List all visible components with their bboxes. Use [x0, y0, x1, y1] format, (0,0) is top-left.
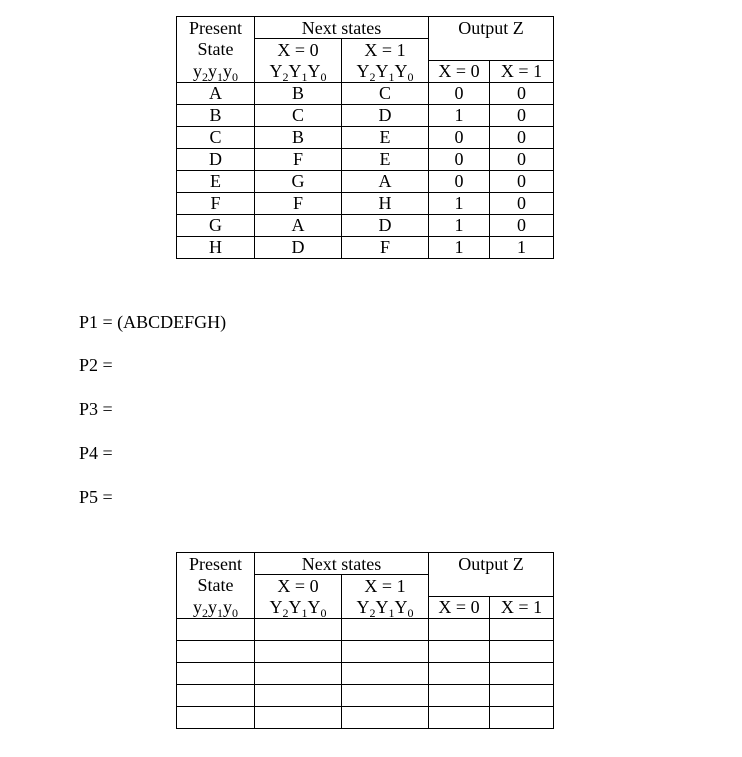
- cell-z-x0: 1: [429, 104, 490, 126]
- header-present: Present: [177, 17, 255, 39]
- state-table-empty: [176, 552, 554, 729]
- cell-next-x0: B: [255, 82, 342, 104]
- cell-state: F: [177, 192, 255, 214]
- table-row: [177, 170, 554, 192]
- cell-next-x1: E: [342, 126, 429, 148]
- cell-next-x0[interactable]: [255, 640, 342, 662]
- cell-z-x1: 0: [490, 192, 554, 214]
- header-present: Present: [177, 553, 255, 575]
- cell-z-x1[interactable]: [490, 618, 554, 640]
- cell-z-x1: 1: [490, 236, 554, 258]
- cell-z-x1[interactable]: [490, 684, 554, 706]
- header-x1: X = 1: [342, 39, 429, 61]
- cell-z-x1[interactable]: [490, 640, 554, 662]
- header-z-x1: X = 1: [490, 60, 554, 82]
- table-row-empty: [177, 662, 554, 684]
- cell-next-x0[interactable]: [255, 706, 342, 728]
- cell-state: D: [177, 148, 255, 170]
- cell-next-x0: B: [255, 126, 342, 148]
- table-row: [177, 126, 554, 148]
- cell-state: A: [177, 82, 255, 104]
- header-next-states: Next states: [255, 553, 429, 575]
- cell-next-x1: C: [342, 82, 429, 104]
- cell-next-x0: C: [255, 104, 342, 126]
- cell-z-x0: 0: [429, 170, 490, 192]
- cell-z-x1: 0: [490, 104, 554, 126]
- table-row: [177, 104, 554, 126]
- header-present-vars: $y_2y_1y_0$: [177, 596, 255, 618]
- table-row: [177, 82, 554, 104]
- header-output-spacer: [429, 39, 554, 61]
- cell-next-x1: D: [342, 104, 429, 126]
- cell-next-x0[interactable]: [255, 618, 342, 640]
- cell-next-x0: D: [255, 236, 342, 258]
- cell-z-x1: 0: [490, 170, 554, 192]
- header-z-x1: X = 1: [490, 596, 554, 618]
- cell-z-x1: 0: [490, 148, 554, 170]
- header-state: State: [177, 39, 255, 61]
- cell-next-x0: G: [255, 170, 342, 192]
- header-present-vars: $y_2y_1y_0$: [177, 60, 255, 82]
- table-row: [177, 214, 554, 236]
- cell-next-x1: H: [342, 192, 429, 214]
- cell-state: E: [177, 170, 255, 192]
- table-row-empty: [177, 706, 554, 728]
- cell-next-x1: A: [342, 170, 429, 192]
- cell-z-x0: 1: [429, 236, 490, 258]
- cell-z-x0: 0: [429, 82, 490, 104]
- table-row-empty: [177, 640, 554, 662]
- cell-next-x1[interactable]: [342, 640, 429, 662]
- cell-z-x0: 0: [429, 148, 490, 170]
- header-output: Output Z: [429, 17, 554, 39]
- cell-state: B: [177, 104, 255, 126]
- header-output-spacer: [429, 575, 554, 597]
- cell-state: C: [177, 126, 255, 148]
- cell-z-x1: 0: [490, 126, 554, 148]
- cell-next-x1[interactable]: [342, 706, 429, 728]
- cell-state[interactable]: [177, 706, 255, 728]
- cell-z-x0[interactable]: [429, 618, 490, 640]
- cell-state[interactable]: [177, 684, 255, 706]
- cell-next-x1[interactable]: [342, 618, 429, 640]
- cell-z-x1[interactable]: [490, 706, 554, 728]
- header-next-vars-x1: $Y_2Y_1Y_0$: [342, 596, 429, 618]
- cell-state: G: [177, 214, 255, 236]
- cell-z-x0: 0: [429, 126, 490, 148]
- cell-next-x0: A: [255, 214, 342, 236]
- cell-next-x0[interactable]: [255, 662, 342, 684]
- cell-state[interactable]: [177, 640, 255, 662]
- cell-z-x0[interactable]: [429, 684, 490, 706]
- partition-p4: P4 =: [79, 443, 113, 463]
- cell-z-x0[interactable]: [429, 640, 490, 662]
- table-row: [177, 148, 554, 170]
- table-row: [177, 192, 554, 214]
- partition-p2: P2 =: [79, 355, 113, 375]
- partition-p1: P1 = (ABCDEFGH): [79, 312, 227, 332]
- table-row-empty: [177, 618, 554, 640]
- cell-next-x1: D: [342, 214, 429, 236]
- cell-next-x0: F: [255, 148, 342, 170]
- header-state: State: [177, 575, 255, 597]
- cell-state: H: [177, 236, 255, 258]
- cell-next-x0: F: [255, 192, 342, 214]
- cell-z-x0[interactable]: [429, 706, 490, 728]
- header-next-vars-x0: $Y_2Y_1Y_0$: [255, 60, 342, 82]
- cell-state[interactable]: [177, 618, 255, 640]
- cell-next-x1[interactable]: [342, 662, 429, 684]
- partition-p3: P3 =: [79, 399, 113, 419]
- cell-next-x1[interactable]: [342, 684, 429, 706]
- state-table-filled: [176, 16, 554, 259]
- cell-z-x0: 1: [429, 192, 490, 214]
- cell-state[interactable]: [177, 662, 255, 684]
- cell-next-x1: E: [342, 148, 429, 170]
- table-row: [177, 236, 554, 258]
- cell-z-x1: 0: [490, 82, 554, 104]
- cell-next-x1: F: [342, 236, 429, 258]
- header-x0: X = 0: [255, 39, 342, 61]
- table-row-empty: [177, 684, 554, 706]
- header-output: Output Z: [429, 553, 554, 575]
- header-x0: X = 0: [255, 575, 342, 597]
- cell-z-x0: 1: [429, 214, 490, 236]
- header-z-x0: X = 0: [429, 60, 490, 82]
- cell-next-x0[interactable]: [255, 684, 342, 706]
- header-next-vars-x1: $Y_2Y_1Y_0$: [342, 60, 429, 82]
- cell-z-x1: 0: [490, 214, 554, 236]
- partition-p5: P5 =: [79, 487, 113, 507]
- cell-z-x1[interactable]: [490, 662, 554, 684]
- header-next-states: Next states: [255, 17, 429, 39]
- cell-z-x0[interactable]: [429, 662, 490, 684]
- header-next-vars-x0: $Y_2Y_1Y_0$: [255, 596, 342, 618]
- header-z-x0: X = 0: [429, 596, 490, 618]
- header-x1: X = 1: [342, 575, 429, 597]
